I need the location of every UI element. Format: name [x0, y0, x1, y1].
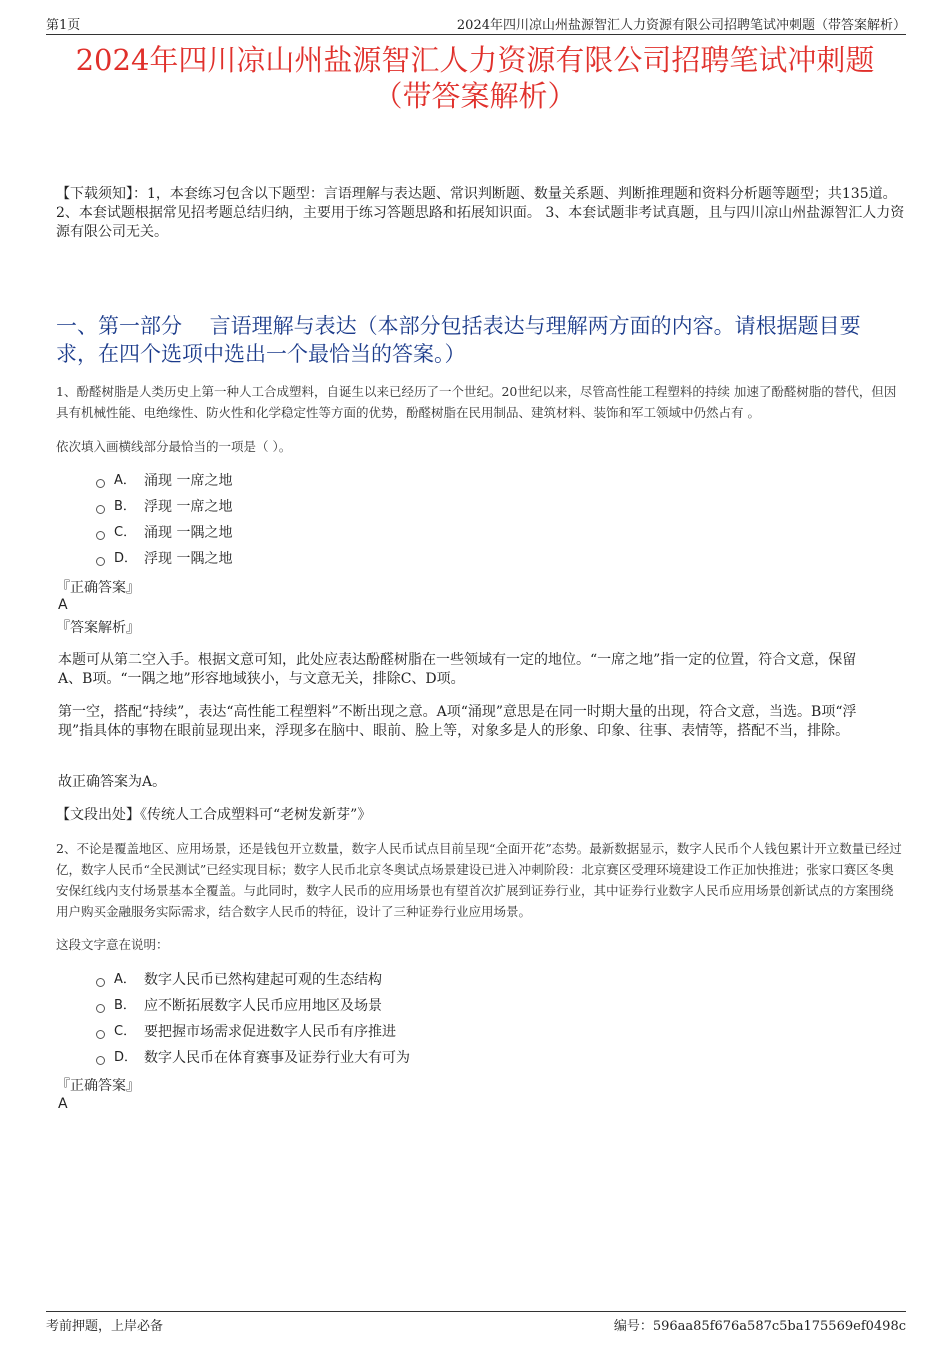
radio-icon[interactable] — [96, 1030, 105, 1039]
correct-answer-value: A — [58, 1096, 68, 1112]
analysis-paragraph: 本题可从第二空入手。根据文意可知，此处应表达酚醛树脂在一些领域有一定的地位。“一席之地”指一定的位置，符合文意，保留A、B项。“一隅之地”形容地域狭小，与文意无关，排除C、D项。 — [58, 652, 857, 687]
option-letter: C． — [114, 1024, 137, 1039]
option-letter: D． — [114, 1050, 138, 1065]
title-line-1: 2024年四川凉山州盐源智汇人力资源有限公司招聘笔试冲刺题 — [75, 43, 875, 77]
correct-answer-label: 『正确答案』 — [56, 580, 140, 596]
footer-serial: 编号：596aa85f676a587c5ba175569ef0498c — [613, 1319, 906, 1334]
radio-icon[interactable] — [96, 479, 105, 488]
radio-icon[interactable] — [96, 531, 105, 540]
header-doc-title: 2024年四川凉山州盐源智汇人力资源有限公司招聘笔试冲刺题（带答案解析） — [456, 18, 906, 33]
page-number: 第1页 — [46, 18, 81, 33]
download-notice: 【下载须知】：1，本套练习包含以下题型：言语理解与表达题、常识判断题、数量关系题、判断推理题和资料分析题等题型；共135道。 2、本套试题根据常见招考题总结归纳，主要用于练习答题思路和拓展知识面。 3、本套试题非考试真题，且与四川凉山州盐源智汇人力资源有限公司无关。 — [56, 186, 905, 240]
option-text: 涌现 一席之地 — [144, 473, 233, 489]
option-text: 应不断拓展数字人民币应用地区及场景 — [144, 998, 382, 1014]
footer-slogan: 考前押题，上岸必备 — [46, 1319, 164, 1334]
document-title — [40, 42, 910, 114]
question-2-prompt: 这段文字意在说明： — [56, 937, 169, 952]
option-b[interactable] — [96, 494, 232, 520]
option-letter: A． — [114, 473, 136, 488]
option-text: 要把握市场需求促进数字人民币有序推进 — [144, 1024, 396, 1040]
option-letter: C． — [114, 525, 137, 540]
analysis-conclusion: 故正确答案为A。 — [58, 774, 167, 790]
radio-icon[interactable] — [96, 1056, 105, 1065]
option-a[interactable] — [96, 967, 410, 993]
analysis-paragraph: 第一空，搭配“持续”，表达“高性能工程塑料”不断出现之意。A项“涌现”意思是在同一时期大量的出现，符合文意，当选。B项“浮现”指具体的事物在眼前显现出来，浮现多在脑中、眼前、脸上等，对象多是人的形象、印象、往事、表情等，搭配不当，排除。 — [58, 704, 857, 739]
radio-icon[interactable] — [96, 978, 105, 987]
option-a[interactable] — [96, 468, 232, 494]
radio-icon[interactable] — [96, 557, 105, 566]
option-letter: B． — [114, 499, 136, 514]
question-1-prompt: 依次填入画横线部分最恰当的一项是（ ）。 — [56, 439, 292, 454]
question-2-stem: 2、不论是覆盖地区、应用场景，还是钱包开立数量，数字人民币试点目前呈现“全面开花”态势。最新数据显示，数字人民币个人钱包累计开立数量已经过亿，数字人民币“全民测试”已经实现目标；数字人民币北京冬奥试点场景建设已进入冲刺阶段：北京赛区受理环境建设工作正加快推进；张家口赛区冬奥安保红线内支付场景基本全覆盖。与此同时，数字人民币的应用场景也有望首次扩展到证券行业，其中证券行业数字人民币应用场景创新试点的方案围绕用户购买金融服务实际需求，结合数字人民币的特征，设计了三种证券行业应用场景。 — [56, 841, 902, 919]
option-letter: A． — [114, 972, 136, 987]
source-citation: 【文段出处】《传统人工合成塑料可“老树发新芽”》 — [56, 807, 372, 823]
option-text: 数字人民币已然构建起可观的生态结构 — [144, 972, 382, 988]
option-letter: B． — [114, 998, 136, 1013]
title-line-2: （带答案解析） — [373, 79, 577, 113]
option-b[interactable] — [96, 993, 410, 1019]
option-text: 数字人民币在体育赛事及证券行业大有可为 — [144, 1050, 410, 1066]
option-c[interactable] — [96, 520, 232, 546]
option-text: 涌现 一隅之地 — [144, 525, 233, 541]
page-footer — [46, 1311, 906, 1334]
radio-icon[interactable] — [96, 505, 105, 514]
option-d[interactable] — [96, 546, 232, 572]
correct-answer-label: 『正确答案』 — [56, 1078, 140, 1094]
radio-icon[interactable] — [96, 1004, 105, 1013]
question-1-stem: 1、酚醛树脂是人类历史上第一种人工合成塑料，自诞生以来已经历了一个世纪。20世纪以来，尽管高性能工程塑料的持续 加速了酚醛树脂的替代，但因具有机械性能、电绝缘性、防火性和化学稳定性等方面的优势，酚醛树脂在民用制品、建筑材料、装饰和军工领域中仍然占有 。 — [56, 384, 897, 420]
question-2-options — [96, 967, 410, 1071]
correct-answer-value: A — [58, 597, 68, 613]
option-d[interactable] — [96, 1045, 410, 1071]
page-header — [46, 14, 906, 35]
option-letter: D． — [114, 551, 138, 566]
option-c[interactable] — [96, 1019, 410, 1045]
option-text: 浮现 一席之地 — [144, 499, 233, 515]
option-text: 浮现 一隅之地 — [144, 551, 233, 567]
analysis-label: 『答案解析』 — [56, 620, 140, 636]
question-1-options — [96, 468, 232, 572]
section-heading: 一、第一部分 言语理解与表达（本部分包括表达与理解两方面的内容。请根据题目要求，在四个选项中选出一个最恰当的答案。） — [56, 314, 861, 366]
